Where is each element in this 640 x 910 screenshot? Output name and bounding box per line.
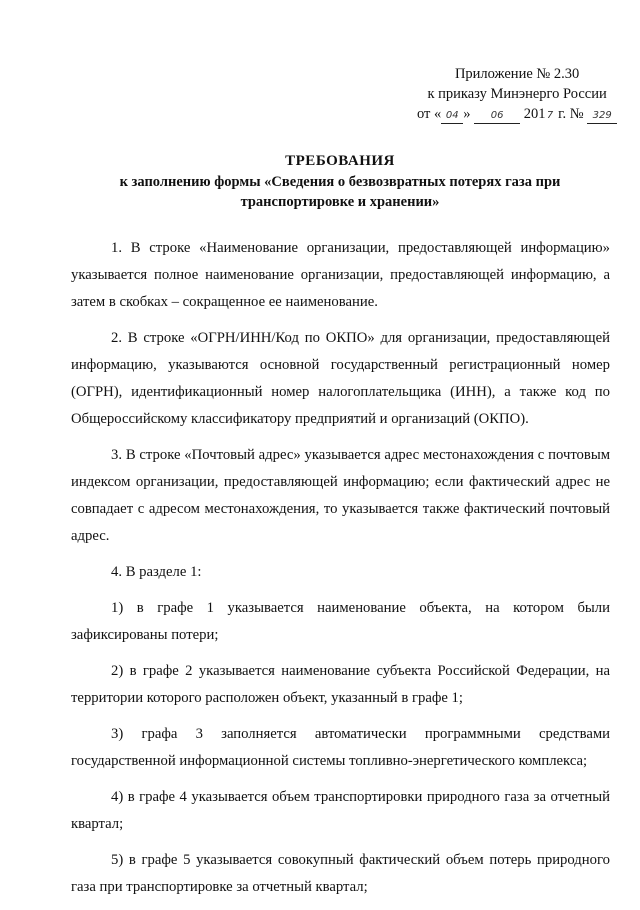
list-item-3: 3) графа 3 заполняется автоматически программными средствами государственной информационной системы топливно-энергетического комплекса; — [71, 726, 610, 769]
list-item-4: 4) в графе 4 указывается объем транспортировки природного газа за отчетный квартал; — [71, 789, 610, 832]
handwritten-month: 06 — [474, 109, 520, 124]
title-subtitle-line2: транспортировке и хранении» — [240, 194, 440, 210]
appendix-header — [417, 64, 617, 124]
document-title — [60, 150, 620, 212]
order-reference: к приказу Минэнерго России — [427, 86, 607, 102]
handwritten-order-number: 329 — [587, 109, 617, 124]
title-subtitle-line1: к заполнению формы «Сведения о безвозвратных потерях газа при — [119, 174, 561, 190]
handwritten-day: 04 — [441, 109, 463, 124]
year-prefix: 201 — [520, 106, 546, 122]
appendix-number: Приложение № 2.30 — [454, 66, 580, 82]
paragraph-2: 2. В строке «ОГРН/ИНН/Код по ОКПО» для организации, предоставляющей информацию, указываются основной государственный регистрационный номер (ОГРН), идентификационный номер налогоплательщика (ИНН), а также код по Общероссийскому классификатору предприятий и организаций (ОКПО). — [71, 330, 610, 427]
list-item-1: 1) в графе 1 указывается наименование объекта, на котором были зафиксированы потери; — [71, 600, 610, 643]
list-item-2: 2) в графе 2 указывается наименование субъекта Российской Федерации, на территории которого расположен объект, указанный в графе 1; — [71, 663, 610, 706]
handwritten-year-digit: 7 — [546, 110, 554, 121]
paragraph-1: 1. В строке «Наименование организации, предоставляющей информацию» указывается полное наименование организации, предоставляющей информацию, а затем в скобках – сокращенное ее наименование. — [71, 240, 610, 310]
date-prefix: от « — [417, 106, 442, 122]
list-item-5: 5) в графе 5 указывается совокупный фактический объем потерь природного газа при транспортировке за отчетный квартал; — [71, 852, 610, 895]
document-body — [71, 235, 610, 910]
date-mid: » — [463, 106, 475, 122]
order-date-line — [417, 104, 617, 124]
date-suffix: г. № — [554, 106, 588, 122]
title-heading: ТРЕБОВАНИЯ — [285, 153, 395, 169]
paragraph-4: 4. В разделе 1: — [111, 564, 202, 580]
paragraph-3: 3. В строке «Почтовый адрес» указывается адрес местонахождения с почтовым индексом организации, предоставляющей информацию; если фактический адрес не совпадает с адресом местонахождения, то указывается также фактический почтовый адрес. — [71, 447, 610, 544]
